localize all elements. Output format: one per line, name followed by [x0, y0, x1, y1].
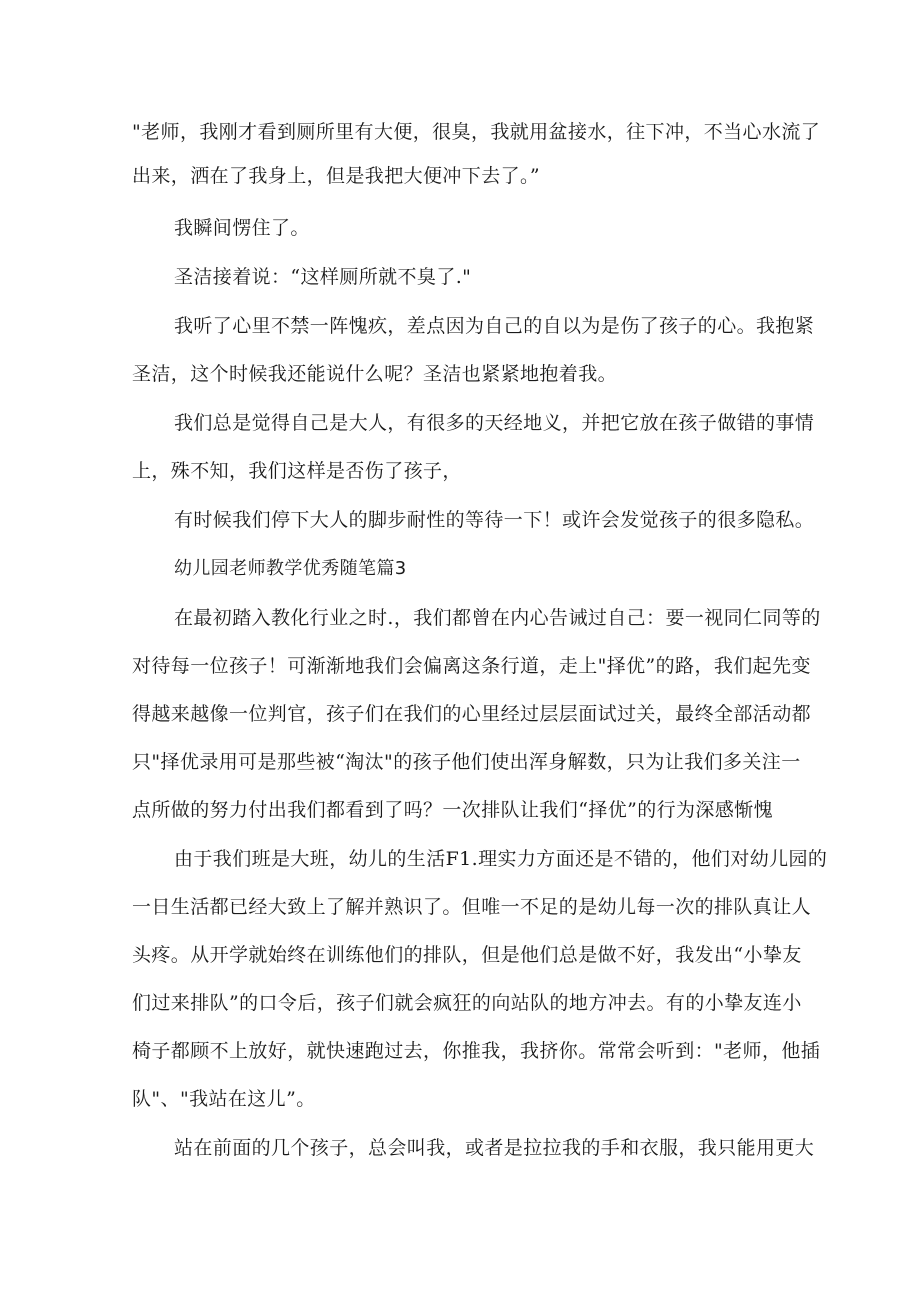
paragraph-line: 站在前面的几个孩子，总会叫我，或者是拉拉我的手和衣服，我只能用更大: [174, 1137, 815, 1159]
paragraph-line: "老师，我刚才看到厕所里有大便，很臭，我就用盆接水，往下冲，不当心水流了: [132, 121, 821, 143]
paragraph-line: 圣洁接着说：“这样厕所就不臭了.": [174, 266, 472, 288]
paragraph-line: 一日生活都已经大致上了解并熟识了。但唯一不足的是幼儿每一次的排队真让人: [132, 896, 812, 918]
paragraph-line: 圣洁，这个时候我还能说什么呢？圣洁也紧紧地抱着我。: [132, 363, 618, 385]
paragraph-line: 对待每一位孩子！可渐渐地我们会偏离这条行道，走上"择优”的路，我们起先变: [132, 655, 811, 677]
paragraph-line: 只"择优录用可是那些被“淘汰"的孩子他们使出浑身解数，只为让我们多关注一: [132, 751, 801, 773]
paragraph-line: 椅子都顾不上放好，就快速跑过去，你推我，我挤你。常常会听到："老师，他插: [132, 1040, 821, 1062]
paragraph-line: 我瞬间愣住了。: [174, 217, 310, 239]
paragraph-line: 在最初踏入教化行业之时.，我们都曾在内心告诫过自己：要一视同仁同等的: [174, 607, 821, 629]
paragraph-line: 点所做的努力付出我们都看到了吗？一次排队让我们“择优”的行为深感惭愧: [132, 799, 774, 821]
paragraph-line: 我们总是觉得自己是大人，有很多的天经地义，并把它放在孩子做错的事情: [174, 412, 815, 434]
paragraph-line: 得越来越像一位判官，孩子们在我们的心里经过层层面试过关，最终全部活动都: [132, 703, 812, 725]
section-heading: 幼儿园老师教学优秀随笔篇3: [174, 558, 407, 579]
paragraph-line: 们过来排队”的口令后，孩子们就会疯狂的向站队的地方冲去。有的小挚友连小: [132, 992, 802, 1014]
paragraph-line: 上，殊不知，我们这样是否伤了孩子，: [132, 460, 462, 482]
paragraph-line: 出来，洒在了我身上，但是我把大便冲下去了。”: [132, 165, 541, 187]
paragraph-line: 头疼。从开学就始终在训练他们的排队，但是他们总是做不好，我发出“小挚友: [132, 944, 802, 966]
paragraph-line: 有时候我们停下大人的脚步耐性的等待一下！或许会发觉孩子的很多隐私。: [174, 509, 815, 531]
paragraph-line: 由于我们班是大班，幼儿的生活F1.理实力方面还是不错的，他们对幼儿园的: [174, 848, 828, 870]
paragraph-line: 队"、"我站在这儿”。: [132, 1088, 316, 1110]
paragraph-line: 我听了心里不禁一阵愧疚，差点因为自己的自以为是伤了孩子的心。我抱紧: [174, 315, 815, 337]
